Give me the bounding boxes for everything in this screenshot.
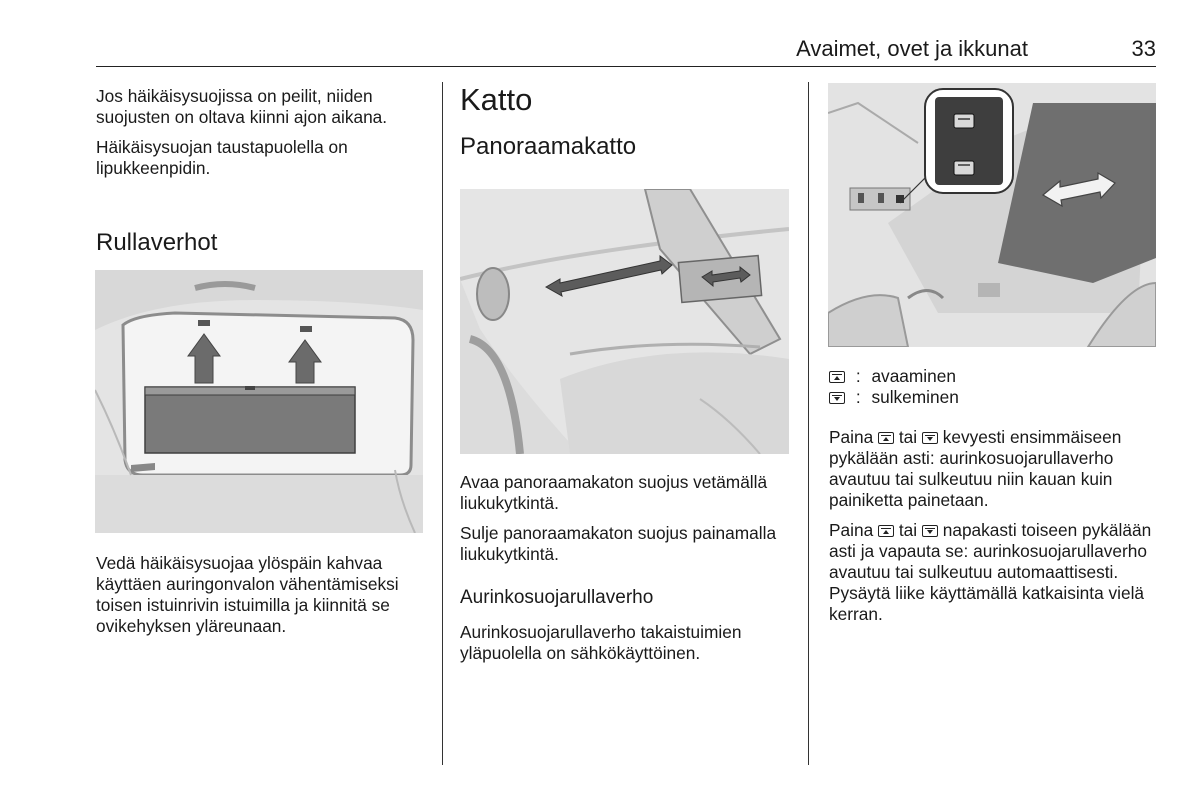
paragraph: Avaa panoraamakaton suojus vetämällä liukukytkintä. bbox=[460, 472, 768, 513]
sunshade-open-icon bbox=[878, 432, 894, 444]
section-title: Avaimet, ovet ja ikkunat bbox=[796, 36, 1028, 61]
sunshade-close-icon bbox=[829, 392, 845, 404]
sunshade-switch-illustration bbox=[828, 83, 1156, 347]
icon-legend bbox=[829, 366, 1159, 408]
paragraph: Sulje panoraamakaton suojus painamalla liukukytkintä. bbox=[460, 523, 777, 564]
left-column bbox=[96, 86, 426, 188]
column-divider bbox=[442, 82, 443, 765]
paragraph: Jos häikäisysuojissa on peilit, niiden suojusten on oltava kiinni ajon aikana. bbox=[96, 86, 388, 127]
sunshade-blind-illustration bbox=[95, 270, 423, 533]
legend-label-open: avaaminen bbox=[871, 366, 956, 386]
page-header bbox=[96, 36, 1156, 67]
paragraph: Häikäisysuojan taustapuolella on lipukkeenpidin. bbox=[96, 137, 348, 178]
main-heading: Katto bbox=[460, 82, 533, 117]
panoramic-roof-slider-illustration bbox=[460, 189, 789, 454]
sunshade-open-icon bbox=[829, 371, 845, 383]
paragraph: Paina tai kevyesti ensimmäiseen pykälään asti: aurinkosuojarullaverho avautuu tai sulkeutuu niin kauan kuin painiketta painetaan. bbox=[829, 427, 1122, 510]
column-divider bbox=[808, 82, 809, 765]
middle-headings bbox=[460, 82, 790, 162]
legend-label-close: sulkeminen bbox=[871, 387, 959, 407]
left-body bbox=[96, 553, 426, 646]
legend-item-close: : sulkeminen bbox=[829, 387, 1159, 408]
sub-sub-heading: Aurinkosuojarullaverho bbox=[460, 587, 654, 608]
sunshade-close-icon bbox=[922, 432, 938, 444]
left-heading-block bbox=[96, 228, 426, 258]
sunshade-close-icon bbox=[922, 525, 938, 537]
paragraph: Paina tai napakasti toiseen pykälään asti ja vapauta se: aurinkosuojarullaverho avautuu tai sulkeutuu automaattisesti. Pysäytä liike käyttämällä katkaisinta vielä kerran. bbox=[829, 520, 1152, 624]
legend-item-open: : avaaminen bbox=[829, 366, 1159, 387]
page-number: 33 bbox=[1131, 36, 1156, 61]
middle-body bbox=[460, 472, 790, 673]
sub-heading: Panoraamakatto bbox=[460, 133, 637, 160]
sunshade-open-icon bbox=[878, 525, 894, 537]
right-body bbox=[829, 427, 1154, 634]
paragraph: Vedä häikäisysuojaa ylöspäin kahvaa käyttäen auringonvalon vähentämiseksi toisen istuinrivin istuimilla ja kiinnitä se ovikehyksen yläreunaan. bbox=[96, 553, 399, 636]
section-heading: Rullaverhot bbox=[96, 229, 218, 256]
paragraph: Aurinkosuojarullaverho takaistuimien yläpuolella on sähkökäyttöinen. bbox=[460, 622, 742, 663]
